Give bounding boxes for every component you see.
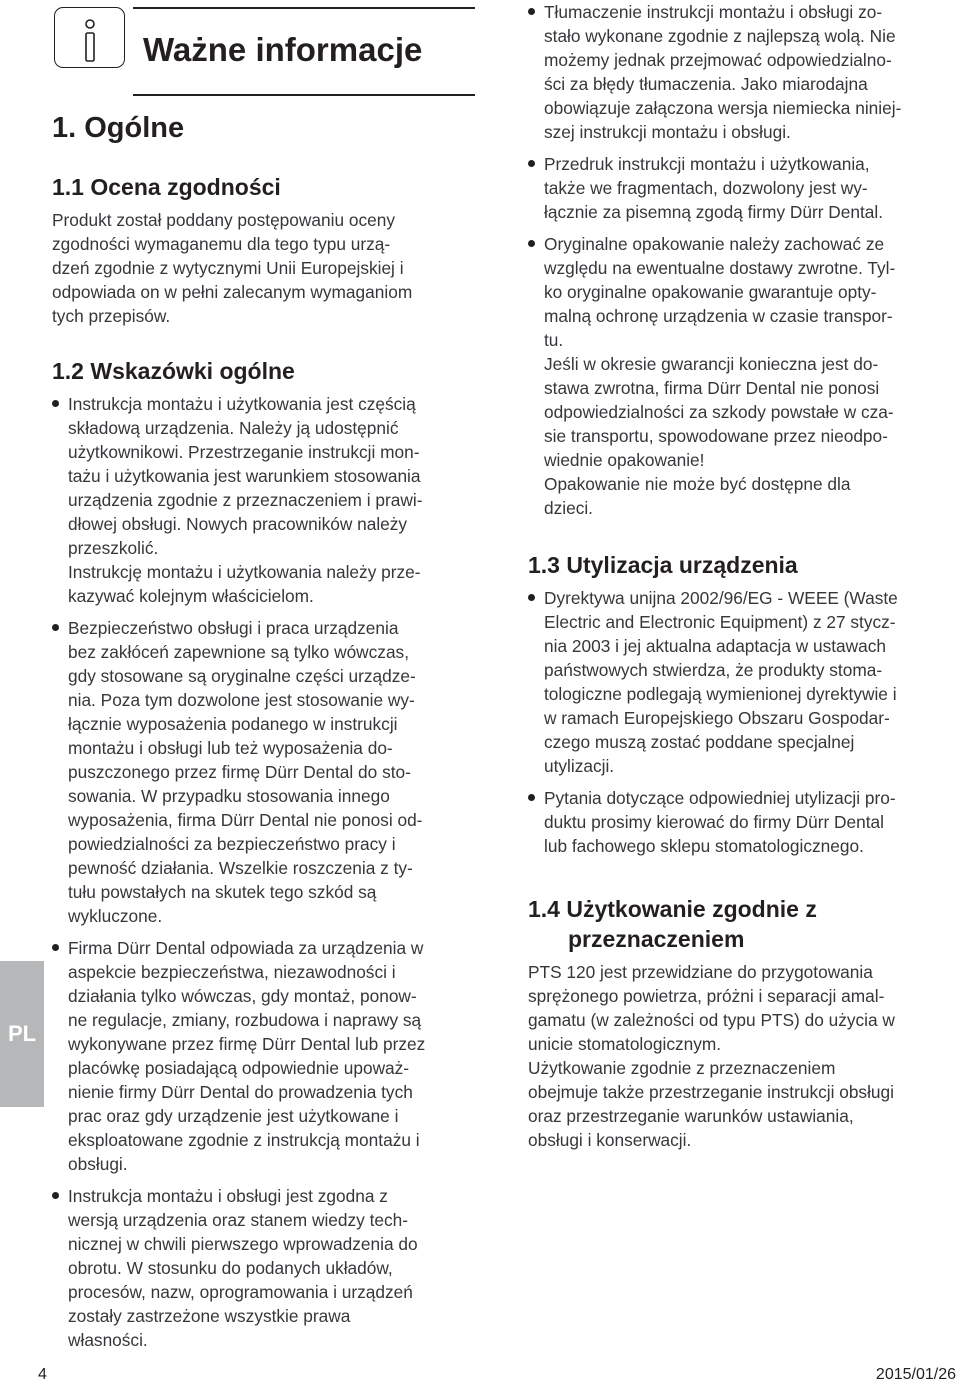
text-line: sowania. W przypadku stosowania innego [68,786,390,806]
text-line: odpowiada on w pełni zalecanym wymaganiom [52,282,413,302]
disposal-list [528,586,956,858]
text-line: obowiązuje załączona wersja niemiecka niniej- [544,98,902,118]
text-line: szej instrukcji montażu i obsługi. [544,122,791,142]
text-line: ści za błędy tłumaczenia. Jako miarodajna [544,74,868,94]
text-line: malną ochronę urządzenia w czasie transpor- [544,306,893,326]
header-bottom-rule [133,94,475,96]
list-item-text [68,392,472,608]
bullet-icon [528,594,535,601]
text-line: wyposażenia, firma Dürr Dental nie ponosi od- [68,810,423,830]
right-column [528,0,956,1152]
text-line: dzieci. [544,498,593,518]
list-item-text [544,152,956,224]
text-line: bez zakłóceń zapewnione są tylko wówczas, [68,642,410,662]
text-line: stawa zwrotna, firma Dürr Dental nie ponosi [544,378,880,398]
text-line: stało wykonane zgodnie z najlepszą wolą. Nie [544,26,896,46]
text-line: nienie firmy Dürr Dental do prowadzenia tych [68,1082,413,1102]
text-line: gdy stosowane są oryginalne części urządze- [68,666,416,686]
text-line: montażu i obsługi lub też wyposażenia do- [68,738,393,758]
text-line: wiednie opakowanie! [544,450,705,470]
text-line: obrotu. W stosunku do podanych układów, [68,1258,393,1278]
text-line: Electric and Electronic Equipment) z 27 stycz- [544,612,896,632]
text-line: tażu i użytkowania jest warunkiem stosowania [68,466,421,486]
text-line: sprężonego powietrza, próżni i separacji amal- [528,986,885,1006]
list-item-text [544,0,956,144]
list-item-text [544,232,956,520]
list-item-text [544,586,956,778]
info-icon [54,7,125,68]
intended-use-title-line1: 1.4 Użytkowanie zgodnie z [528,896,817,922]
text-line: wersją urządzenia oraz stanem wiedzy tech- [68,1210,409,1230]
text-line: dłowej obsługi. Nowych pracowników należy [68,514,408,534]
text-line: obsługi. [68,1154,128,1174]
text-line: ne regulacje, zmiany, rozbudowa i naprawy są [68,1010,422,1030]
text-line: kazywać kolejnym właścicielom. [68,586,314,606]
text-line: powiedzialności za bezpieczeństwo pracy i [68,834,396,854]
text-line: Opakowanie nie może być dostępne dla [544,474,851,494]
list-item [528,586,956,778]
text-line: Jeśli w okresie gwarancji konieczna jest do- [544,354,879,374]
text-line: względu na ewentualne dostawy zwrotne. Tyl- [544,258,896,278]
list-item-text [68,936,472,1176]
text-line: zostały zastrzeżone wszystkie prawa [68,1306,351,1326]
page-number: 4 [38,1366,47,1383]
text-line: Instrukcję montażu i użytkowania należy prze- [68,562,421,582]
bullet-icon [52,400,59,407]
text-line: Tłumaczenie instrukcji montażu i obsługi zo- [544,2,883,22]
subsection-title-conformity: 1.1 Ocena zgodności [52,174,281,200]
text-line: aspekcie bezpieczeństwa, niezawodności i [68,962,396,982]
text-line: Bezpieczeństwo obsługi i praca urządzenia [68,618,399,638]
intended-use-paragraph [528,960,956,1152]
subsection-title-general-notes: 1.2 Wskazówki ogólne [52,358,295,384]
list-item-text [68,1184,472,1352]
text-line: możemy jednak przejmować odpowiedzialno- [544,50,892,70]
bullet-icon [528,794,535,801]
list-item [52,392,472,608]
text-line: przeszkolić. [68,538,159,558]
text-line: Użytkowanie zgodnie z przeznaczeniem [528,1058,836,1078]
text-line: utylizacji. [544,756,615,776]
text-line: tologiczne podlegają wymienionej dyrektywie i [544,684,897,704]
general-notes-list [52,392,472,1352]
text-line: lub fachowego sklepu stomatologicznego. [544,836,864,856]
language-tab: PL [0,961,44,1107]
left-column [52,110,472,1360]
translation-notes-list [528,0,956,520]
header-top-rule [133,7,475,9]
list-item [52,616,472,928]
list-item-text [544,786,956,858]
text-line: puszczonego przez firmę Dürr Dental do sto- [68,762,411,782]
text-line: Oryginalne opakowanie należy zachować ze [544,234,885,254]
text-line: łącznie za pisemną zgodą firmy Dürr Dental. [544,202,884,222]
text-line: unicie stomatologicznym. [528,1034,722,1054]
text-line: pewność działania. Wszelkie roszczenia z ty- [68,858,413,878]
text-line: gamatu (w zależności od typu PTS) do użycia w [528,1010,895,1030]
text-line: Pytania dotyczące odpowiedniej utylizacji pro- [544,788,896,808]
intended-use-title-line2: przeznaczeniem [568,926,745,952]
text-line: także we fragmentach, dozwolony jest wy- [544,178,868,198]
text-line: eksploatowane zgodnie z instrukcją montażu i [68,1130,420,1150]
text-line: procesów, nazw, oprogramowania i urządzeń [68,1282,413,1302]
text-line: obejmuje także przestrzeganie instrukcji obsługi [528,1082,894,1102]
text-line: dzeń zgodnie z wytycznymi Unii Europejskiej i [52,258,404,278]
text-line: urządzenia zgodnie z przeznaczeniem i prawi- [68,490,423,510]
text-line: Przedruk instrukcji montażu i użytkowania, [544,154,870,174]
text-line: obsługi i konserwacji. [528,1130,692,1150]
text-line: składową urządzenia. Należy ją udostępnić [68,418,399,438]
text-line: nia. Poza tym dozwolone jest stosowanie wy- [68,690,415,710]
text-line: czego muszą zostać poddane specjalnej [544,732,855,752]
bullet-icon [52,944,59,951]
text-line: tych przepisów. [52,306,171,326]
section-title-general: 1. Ogólne [52,112,185,144]
bullet-icon [528,8,535,15]
text-line: zgodności wymaganemu dla tego typu urzą- [52,234,391,254]
conformity-paragraph [52,208,472,328]
page-header-title: Ważne informacje [143,31,423,68]
text-line: sie transportu, spowodowane przez nieodpo- [544,426,888,446]
text-line: nia 2003 i jej aktualna adaptacja w ustawach [544,636,887,656]
text-line: ko oryginalne opakowanie gwarantuje opty- [544,282,877,302]
text-line: Firma Dürr Dental odpowiada za urządzenia w [68,938,424,958]
text-line: działania tylko wówczas, gdy montaż, ponow- [68,986,417,1006]
text-line: PTS 120 jest przewidziane do przygotowania [528,962,873,982]
text-line: Produkt został poddany postępowaniu oceny [52,210,395,230]
text-line: placówkę posiadającą odpowiednie upoważ- [68,1058,410,1078]
text-line: prac oraz gdy urządzenie jest użytkowane i [68,1106,399,1126]
list-item [528,152,956,224]
text-line: państwowych stwierdza, że produkty stoma- [544,660,883,680]
text-line: tułu powstałych na skutek tego szkód są [68,882,377,902]
text-line: Instrukcja montażu i użytkowania jest częścią [68,394,416,414]
text-line: własności. [68,1330,148,1350]
list-item [528,786,956,858]
revision-date: 2015/01/26 [875,1366,956,1383]
list-item-text [68,616,472,928]
text-line: tu. [544,330,564,350]
list-item [528,232,956,520]
text-line: wykonywane przez firmę Dürr Dental lub przez [68,1034,426,1054]
text-line: oraz przestrzeganie warunków ustawiania, [528,1106,854,1126]
bullet-icon [528,240,535,247]
text-line: łącznie wyposażenia podanego w instrukcji [68,714,398,734]
list-item [52,1184,472,1352]
text-line: Instrukcja montażu i obsługi jest zgodna z [68,1186,388,1206]
text-line: użytkownikowi. Przestrzeganie instrukcji mon- [68,442,420,462]
text-line: wykluczone. [68,906,163,926]
text-line: duktu prosimy kierować do firmy Dürr Dental [544,812,884,832]
bullet-icon [52,1192,59,1199]
text-line: nicznej w chwili pierwszego wprowadzenia do [68,1234,418,1254]
text-line: Dyrektywa unijna 2002/96/EG - WEEE (Waste [544,588,898,608]
list-item [52,936,472,1176]
bullet-icon [528,160,535,167]
text-line: odpowiedzialności za szkody powstałe w cza- [544,402,894,422]
subsection-title-disposal: 1.3 Utylizacja urządzenia [528,552,798,578]
subsection-title-intended-use [528,894,956,954]
bullet-icon [52,624,59,631]
list-item [528,0,956,144]
text-line: w ramach Europejskiego Obszaru Gospodar- [544,708,890,728]
